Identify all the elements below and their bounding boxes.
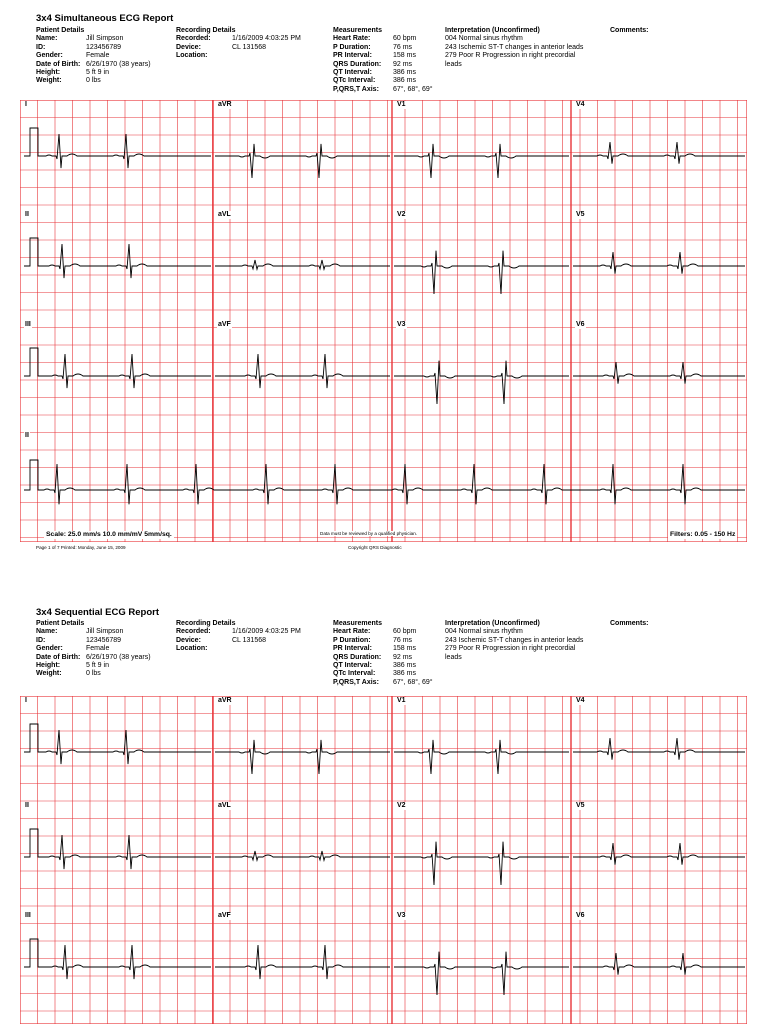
ecg-report-sequential <box>0 596 768 1024</box>
patient-details-heading: Patient Details <box>36 27 85 34</box>
detail-row <box>36 662 176 670</box>
detail-key: Weight: <box>36 670 62 678</box>
detail-value: 0 lbs <box>86 670 101 678</box>
detail-key: Device: <box>176 43 201 51</box>
comments-label: Comments: <box>610 620 649 627</box>
detail-row <box>36 628 176 636</box>
ecg-traces <box>20 696 747 1024</box>
lead-label: V1 <box>397 101 406 108</box>
detail-row <box>333 44 443 52</box>
detail-key: P,QRS,T Axis: <box>333 85 379 93</box>
lead-label: aVF <box>218 912 231 919</box>
lead-label: V6 <box>576 321 585 328</box>
lead-label: V3 <box>397 321 406 328</box>
recording-details <box>176 620 331 654</box>
lead-label: I <box>25 697 27 704</box>
detail-row <box>333 35 443 43</box>
detail-value: 6/26/1970 (38 years) <box>86 60 151 68</box>
detail-key: Gender: <box>36 52 63 60</box>
detail-key: Heart Rate: <box>333 628 371 636</box>
lead-label: V5 <box>576 802 585 809</box>
detail-value: 1/16/2009 4:03:25 PM <box>232 628 301 636</box>
interpretation-line: leads <box>445 653 462 661</box>
page-info: Page 1 of 7 Printed: Monday, June 15, 2009 <box>36 545 126 550</box>
lead-label: V6 <box>576 912 585 919</box>
detail-key: P Duration: <box>333 43 371 51</box>
detail-row <box>176 52 331 60</box>
detail-row <box>333 86 443 94</box>
detail-value: 60 bpm <box>393 35 417 43</box>
detail-value: Jill Simpson <box>86 35 124 43</box>
detail-key: Device: <box>176 636 201 644</box>
lead-label: aVL <box>218 211 231 218</box>
grid-border <box>20 100 747 542</box>
detail-row <box>36 637 176 645</box>
measurements-heading: Measurements <box>333 620 383 627</box>
interpretation-line: leads <box>445 60 462 68</box>
detail-value: 386 ms <box>393 662 416 670</box>
detail-row <box>36 69 176 77</box>
measurements-rows <box>333 628 443 687</box>
detail-value: 158 ms <box>393 52 416 60</box>
detail-row <box>333 654 443 662</box>
interpretation-line: 243 Ischemic ST-T changes in anterior leads <box>445 636 584 644</box>
detail-key: Location: <box>176 645 208 653</box>
interpretation-lines <box>445 628 605 662</box>
detail-value: 92 ms <box>393 653 413 661</box>
lead-label: II <box>25 211 29 218</box>
detail-row <box>333 69 443 77</box>
lead-label: I <box>25 101 27 108</box>
detail-value: 123456789 <box>86 636 122 644</box>
lead-label: V3 <box>397 912 406 919</box>
detail-value: Female <box>86 645 110 653</box>
detail-value: 67°, 68°, 69° <box>393 85 433 93</box>
lead-label: V2 <box>397 802 406 809</box>
detail-row <box>333 77 443 85</box>
detail-row <box>176 645 331 653</box>
lead-label: aVR <box>218 101 232 108</box>
measurements <box>333 27 443 94</box>
measurements-rows <box>333 35 443 94</box>
interpretation <box>445 620 605 662</box>
detail-row <box>333 645 443 653</box>
detail-value: 92 ms <box>393 60 413 68</box>
detail-value: 0 lbs <box>86 77 101 85</box>
detail-value: 67°, 68°, 69° <box>393 678 433 686</box>
copyright: Copyright QRS Diagnostic <box>348 545 402 550</box>
detail-value: 1/16/2009 4:03:25 PM <box>232 35 301 43</box>
detail-key: QRS Duration: <box>333 60 382 68</box>
patient-details-rows <box>36 628 176 678</box>
detail-value: 76 ms <box>393 636 413 644</box>
ecg-grid <box>20 100 747 542</box>
detail-key: ID: <box>36 43 46 51</box>
detail-value: CL 131568 <box>232 636 266 644</box>
report-title: 3x4 Simultaneous ECG Report <box>36 13 174 24</box>
comments-label: Comments: <box>610 27 649 34</box>
detail-key: ID: <box>36 636 46 644</box>
detail-key: Height: <box>36 662 61 670</box>
lead-label: aVL <box>218 802 231 809</box>
recording-details-rows <box>176 35 331 60</box>
interpretation-line: 279 Poor R Progression in right precordial <box>445 52 576 60</box>
ecg-traces <box>20 100 747 542</box>
recording-details-rows <box>176 628 331 653</box>
detail-key: Name: <box>36 35 58 43</box>
detail-value: 386 ms <box>393 69 416 77</box>
detail-value: 123456789 <box>86 43 122 51</box>
interpretation-line: 004 Normal sinus rhythm <box>445 35 523 43</box>
detail-key: Recorded: <box>176 628 211 636</box>
detail-value: 386 ms <box>393 77 416 85</box>
detail-key: PR Interval: <box>333 645 372 653</box>
detail-row <box>176 44 331 52</box>
detail-key: Heart Rate: <box>333 35 371 43</box>
detail-value: 386 ms <box>393 670 416 678</box>
lead-label: V4 <box>576 101 585 108</box>
review-note: Data must be reviewed by a qualified physician. <box>320 531 418 536</box>
detail-key: Name: <box>36 628 58 636</box>
patient-details <box>36 620 176 679</box>
detail-value: 6/26/1970 (38 years) <box>86 653 151 661</box>
detail-row <box>36 44 176 52</box>
detail-value: Jill Simpson <box>86 628 124 636</box>
detail-row <box>176 628 331 636</box>
detail-key: QT Interval: <box>333 662 372 670</box>
interpretation-line: 004 Normal sinus rhythm <box>445 628 523 636</box>
lead-label: III <box>25 321 31 328</box>
detail-row <box>36 654 176 662</box>
detail-row <box>36 77 176 85</box>
detail-row <box>176 637 331 645</box>
interpretation-heading: Interpretation (Unconfirmed) <box>445 620 540 627</box>
detail-value: Female <box>86 52 110 60</box>
detail-key: QT Interval: <box>333 69 372 77</box>
recording-details-heading: Recording Details <box>176 620 236 627</box>
patient-details-rows <box>36 35 176 85</box>
lead-label: V1 <box>397 697 406 704</box>
lead-label: aVF <box>218 321 231 328</box>
detail-row <box>333 670 443 678</box>
patient-details-heading: Patient Details <box>36 620 85 627</box>
patient-details <box>36 27 176 86</box>
interpretation <box>445 27 605 69</box>
scale-label: Scale: 25.0 mm/s 10.0 mm/mV 5mm/sq. <box>46 531 172 538</box>
lead-label: II <box>25 802 29 809</box>
detail-key: Date of Birth: <box>36 60 81 68</box>
recording-details-heading: Recording Details <box>176 27 236 34</box>
detail-value: 60 bpm <box>393 628 417 636</box>
detail-key: Location: <box>176 52 208 60</box>
detail-row <box>333 662 443 670</box>
lead-label: V5 <box>576 211 585 218</box>
detail-key: Date of Birth: <box>36 653 81 661</box>
lead-label: III <box>25 912 31 919</box>
detail-value: CL 131568 <box>232 43 266 51</box>
measurements-heading: Measurements <box>333 27 383 34</box>
detail-key: Height: <box>36 69 61 77</box>
detail-value: 5 ft 9 in <box>86 69 109 77</box>
detail-row <box>333 679 443 687</box>
lead-label: V2 <box>397 211 406 218</box>
filters-label: Filters: 0.05 - 150 Hz <box>670 531 736 538</box>
detail-row <box>36 645 176 653</box>
detail-key: Gender: <box>36 645 63 653</box>
detail-row <box>36 670 176 678</box>
interpretation-line: 243 Ischemic ST-T changes in anterior leads <box>445 43 584 51</box>
detail-row <box>333 61 443 69</box>
detail-row <box>36 35 176 43</box>
lead-label: V4 <box>576 697 585 704</box>
detail-row <box>333 637 443 645</box>
detail-value: 158 ms <box>393 645 416 653</box>
detail-key: P Duration: <box>333 636 371 644</box>
detail-key: QRS Duration: <box>333 653 382 661</box>
detail-key: PR Interval: <box>333 52 372 60</box>
detail-value: 76 ms <box>393 43 413 51</box>
interpretation-line: 279 Poor R Progression in right precordial <box>445 645 576 653</box>
measurements <box>333 620 443 687</box>
detail-key: Weight: <box>36 77 62 85</box>
grid-border <box>20 696 747 1024</box>
detail-key: QTc Interval: <box>333 77 376 85</box>
detail-row <box>176 35 331 43</box>
detail-value: 5 ft 9 in <box>86 662 109 670</box>
lead-label: aVR <box>218 697 232 704</box>
detail-key: P,QRS,T Axis: <box>333 678 379 686</box>
detail-row <box>333 628 443 636</box>
rhythm-lead-label: II <box>25 432 29 439</box>
detail-key: QTc Interval: <box>333 670 376 678</box>
interpretation-lines <box>445 35 605 69</box>
detail-key: Recorded: <box>176 35 211 43</box>
recording-details <box>176 27 331 61</box>
ecg-grid <box>20 696 747 1024</box>
detail-row <box>333 52 443 60</box>
detail-row <box>36 52 176 60</box>
interpretation-heading: Interpretation (Unconfirmed) <box>445 27 540 34</box>
report-title: 3x4 Sequential ECG Report <box>36 607 160 618</box>
detail-row <box>36 61 176 69</box>
